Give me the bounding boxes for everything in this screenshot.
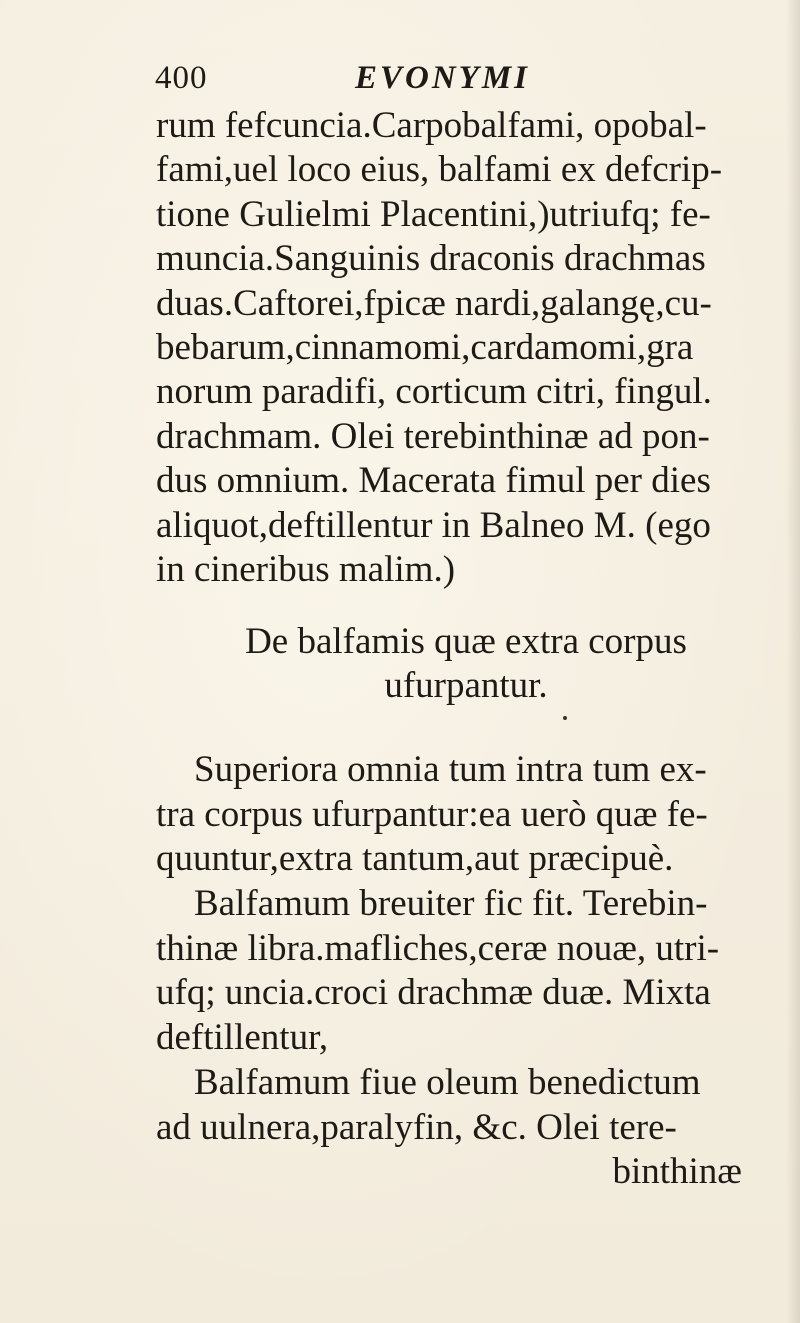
- text-line: Balfamum fiue oleum benedictum: [194, 1061, 701, 1103]
- main-paragraph: [156, 104, 776, 592]
- text-line: in cineribus malim.): [156, 548, 456, 590]
- catchword: binthinæ: [612, 1151, 742, 1193]
- text-line: muncia.Sanguinis draconis drachmas: [156, 238, 706, 280]
- text-line: ad uulnera,paralyfin, &c. Olei tere-: [156, 1106, 677, 1148]
- text-line: duas.Caftorei,fpicæ nardi,galangę,cu-: [156, 282, 712, 324]
- ink-speck: [563, 716, 567, 720]
- text-line: tra corpus ufurpantur:ea uerò quæ fe-: [156, 793, 708, 835]
- text-line: deftillentur,: [156, 1017, 329, 1059]
- text-line: quuntur,extra tantum,aut præcipuè.: [156, 838, 674, 880]
- running-head: [155, 58, 615, 102]
- heading-line: ufurpantur.: [384, 665, 548, 706]
- text-line: dus omnium. Macerata fimul per dies: [156, 460, 711, 502]
- page-edge-shadow: [786, 0, 800, 1323]
- text-line: Balfamum breuiter fic fit. Terebin-: [194, 883, 708, 925]
- text-line: drachmam. Olei terebinthinæ ad pon-: [156, 415, 710, 457]
- text-line: tione Gulielmi Placentini,)utriufq; fe-: [156, 193, 711, 235]
- text-line: fami,uel loco eius, balfami ex defcrip-: [156, 149, 723, 191]
- text-line: rum fefcuncia.Carpobalfami, opobal-: [156, 105, 707, 146]
- section-heading: [156, 620, 776, 708]
- running-title: EVONYMI: [355, 60, 531, 96]
- text-line: aliquot,deftillentur in Balneo M. (ego: [156, 504, 711, 546]
- text-line: thinæ libra.mafliches,ceræ nouæ, utri-: [156, 927, 720, 969]
- section-paragraph: [156, 748, 776, 1195]
- text-line: norum paradifi, corticum citri, fingul.: [156, 371, 712, 413]
- page-number: 400: [155, 60, 208, 96]
- text-line: Superiora omnia tum intra tum ex-: [194, 749, 707, 790]
- heading-line: De balfamis quæ extra corpus: [245, 621, 687, 662]
- text-line: bebarum,cinnamomi,cardamomi,gra: [156, 326, 694, 368]
- text-line: ufq; uncia.croci drachmæ duæ. Mixta: [156, 972, 711, 1014]
